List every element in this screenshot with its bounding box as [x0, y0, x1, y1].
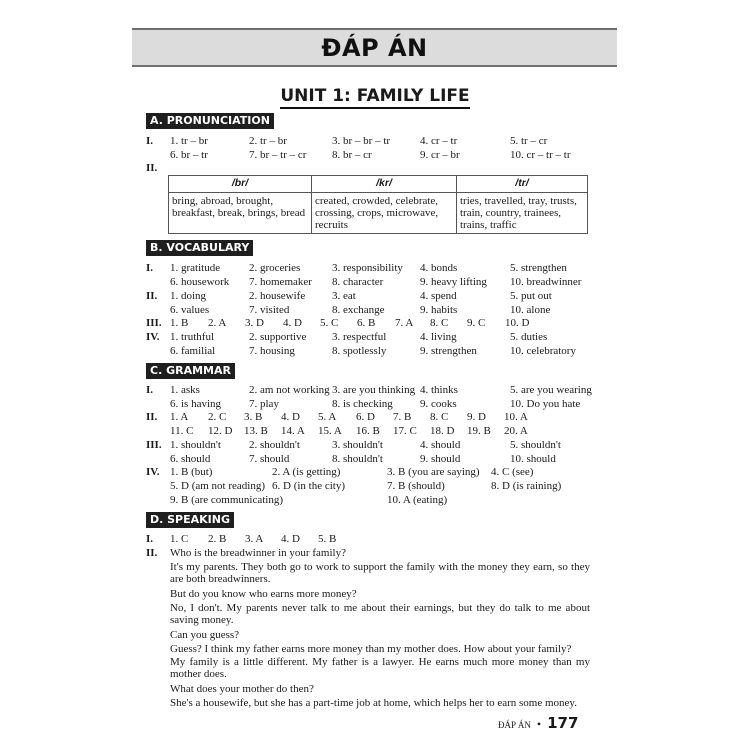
roman-numeral: II.	[146, 162, 158, 174]
answer-item: 8. shouldn't	[332, 453, 383, 465]
footer-label: ĐÁP ÁN	[498, 720, 531, 730]
answer-item: 2. B	[208, 533, 227, 545]
answer-item: 4. living	[420, 331, 457, 343]
table-cell-br: bring, abroad, brought, breakfast, break, brings, bread	[169, 193, 312, 234]
answer-item: 3. B (you are saying)	[387, 466, 480, 478]
section-grammar-label: C. GRAMMAR	[146, 363, 235, 379]
bullet-separator-icon: •	[536, 717, 542, 731]
roman-numeral: II.	[146, 290, 158, 302]
answer-item: 16. B	[356, 425, 380, 437]
dialogue-line: My family is a little different. My father is a lawyer. He earns much more money than my mother does.	[170, 656, 590, 680]
table-header-tr: /tr/	[457, 176, 588, 193]
answer-item: 1. C	[170, 533, 189, 545]
roman-numeral: IV.	[146, 331, 160, 343]
answer-item: 2. A	[208, 317, 227, 329]
answer-item: 7. B (should)	[387, 480, 445, 492]
answer-item: 6. br – tr	[170, 149, 208, 161]
answer-item: 6. D	[356, 411, 375, 423]
answer-item: 4. bonds	[420, 262, 458, 274]
answer-item: 11. C	[170, 425, 194, 437]
answer-item: 5. tr – cr	[510, 135, 548, 147]
roman-numeral: I.	[146, 262, 154, 274]
answer-item: 15. A	[318, 425, 342, 437]
answer-item: 9. cr – br	[420, 149, 460, 161]
answer-item: 4. D	[281, 533, 300, 545]
answer-item: 3. responsibility	[332, 262, 403, 274]
answer-item: 6. familial	[170, 345, 216, 357]
answer-item: 1. asks	[170, 384, 200, 396]
answer-item: 2. A (is getting)	[272, 466, 341, 478]
answer-item: 8. character	[332, 276, 384, 288]
page-title: ĐÁP ÁN	[321, 33, 428, 62]
answer-item: 8. D (is raining)	[491, 480, 562, 492]
answer-item: 10. celebratory	[510, 345, 576, 357]
dialogue-line: What does your mother do then?	[170, 683, 314, 695]
answer-item: 14. A	[281, 425, 305, 437]
answer-item: 3. br – br – tr	[332, 135, 391, 147]
roman-numeral: IV.	[146, 466, 160, 478]
roman-numeral: III.	[146, 317, 162, 329]
answer-item: 3. D	[245, 317, 264, 329]
table-header-br: /br/	[169, 176, 312, 193]
answer-item: 5. duties	[510, 331, 548, 343]
answer-item: 9. B (are communicating)	[170, 494, 284, 506]
answer-item: 8. C	[430, 317, 449, 329]
answer-item: 5. put out	[510, 290, 552, 302]
roman-numeral: II.	[146, 411, 158, 423]
answer-item: 6. should	[170, 453, 211, 465]
answer-item: 4. D	[281, 411, 300, 423]
answer-item: 5. A	[318, 411, 337, 423]
roman-numeral: I.	[146, 384, 154, 396]
answer-item: 9. habits	[420, 304, 458, 316]
answer-item: 7. should	[249, 453, 290, 465]
answer-item: 2. tr – br	[249, 135, 287, 147]
answer-item: 7. visited	[249, 304, 290, 316]
answer-item: 6. housework	[170, 276, 230, 288]
answer-item: 9. heavy lifting	[420, 276, 487, 288]
answer-item: 17. C	[393, 425, 417, 437]
dialogue-line: Can you guess?	[170, 629, 240, 641]
answer-item: 1. gratitude	[170, 262, 221, 274]
answer-item: 4. C (see)	[491, 466, 534, 478]
answer-item: 1. A	[170, 411, 189, 423]
answer-item: 1. B (but)	[170, 466, 213, 478]
answer-item: 4. cr – tr	[420, 135, 458, 147]
answer-item: 2. am not working	[249, 384, 330, 396]
answer-item: 2. groceries	[249, 262, 301, 274]
answer-item: 10. alone	[510, 304, 551, 316]
answer-item: 12. D	[208, 425, 233, 437]
answer-item: 4. should	[420, 439, 461, 451]
answer-item: 3. are you thinking	[332, 384, 416, 396]
answer-item: 19. B	[467, 425, 491, 437]
answer-item: 3. B	[244, 411, 263, 423]
answer-item: 8. spotlessly	[332, 345, 387, 357]
answer-item: 6. D (in the city)	[272, 480, 346, 492]
answer-item: 10. cr – tr – tr	[510, 149, 571, 161]
answer-item: 3. shouldn't	[332, 439, 383, 451]
answer-item: 2. C	[208, 411, 227, 423]
answer-item: 6. B	[357, 317, 376, 329]
answer-item: 10. A (eating)	[387, 494, 448, 506]
answer-item: 1. truthful	[170, 331, 214, 343]
dialogue-line: It's my parents. They both go to work to support the family with the money they earn, so they are both breadwinners.	[170, 561, 590, 585]
answer-item: 18. D	[430, 425, 455, 437]
answer-item: 7. br – tr – cr	[249, 149, 307, 161]
answer-item: 4. thinks	[420, 384, 458, 396]
answer-item: 2. supportive	[249, 331, 307, 343]
answer-item: 20. A	[504, 425, 528, 437]
page-number: 177	[547, 714, 579, 732]
answer-item: 10. should	[510, 453, 556, 465]
dialogue-line: No, I don't. My parents never talk to me about their earnings, but they do talk to me about saving money.	[170, 602, 590, 626]
unit-title	[0, 86, 750, 106]
answer-item: 4. spend	[420, 290, 457, 302]
answer-item: 10. A	[504, 411, 528, 423]
answer-item: 5. are you wearing	[510, 384, 592, 396]
dialogue-line: Who is the breadwinner in your family?	[170, 547, 346, 559]
answer-item: 1. B	[170, 317, 189, 329]
answer-item: 9. strengthen	[420, 345, 477, 357]
answer-item: 6. values	[170, 304, 210, 316]
answer-item: 10. D	[505, 317, 530, 329]
answer-item: 9. cooks	[420, 398, 457, 410]
answer-item: 9. D	[467, 411, 486, 423]
answer-item: 5. B	[318, 533, 337, 545]
answer-item: 7. B	[393, 411, 412, 423]
roman-numeral: III.	[146, 439, 162, 451]
answer-item: 1. tr – br	[170, 135, 208, 147]
answer-item: 3. respectful	[332, 331, 387, 343]
section-speaking-label: D. SPEAKING	[146, 512, 234, 528]
table-cell-kr: created, crowded, celebrate, crossing, crops, microwave, recruits	[312, 193, 457, 234]
dialogue-line: She's a housewife, but she has a part-time job at home, which helps her to earn some money.	[170, 697, 577, 709]
answer-item: 5. D (am not reading)	[170, 480, 265, 492]
answer-item: 9. C	[467, 317, 486, 329]
answer-item: 8. C	[430, 411, 449, 423]
page-footer	[498, 714, 578, 733]
answer-item: 8. exchange	[332, 304, 385, 316]
answer-item: 10. Do you hate	[510, 398, 581, 410]
section-vocabulary-label: B. VOCABULARY	[146, 240, 253, 256]
answer-item: 2. housewife	[249, 290, 306, 302]
answer-item: 7. play	[249, 398, 279, 410]
roman-numeral: II.	[146, 547, 158, 559]
answer-item: 3. eat	[332, 290, 356, 302]
answer-item: 6. is having	[170, 398, 222, 410]
roman-numeral: I.	[146, 135, 154, 147]
answer-item: 4. D	[283, 317, 302, 329]
answer-item: 2. shouldn't	[249, 439, 300, 451]
answer-item: 9. should	[420, 453, 461, 465]
unit-title-text: UNIT 1: FAMILY LIFE	[280, 86, 469, 109]
answer-item: 1. shouldn't	[170, 439, 221, 451]
answer-item: 5. C	[320, 317, 339, 329]
answer-item: 8. is checking	[332, 398, 393, 410]
table-cell-tr: tries, travelled, tray, trusts, train, country, trainees, trains, traffic	[457, 193, 588, 234]
dialogue-line: But do you know who earns more money?	[170, 588, 357, 600]
dialogue-line: Guess? I think my father earns more money than my mother does. How about your family?	[170, 643, 572, 655]
answer-item: 10. breadwinner	[510, 276, 582, 288]
answer-item: 8. br – cr	[332, 149, 372, 161]
header-banner	[132, 28, 617, 67]
answer-item: 5. shouldn't	[510, 439, 561, 451]
answer-item: 3. A	[245, 533, 264, 545]
answer-item: 7. housing	[249, 345, 295, 357]
sound-classification-table	[168, 175, 588, 234]
answer-item: 7. A	[395, 317, 414, 329]
section-pronunciation-label: A. PRONUNCIATION	[146, 113, 274, 129]
roman-numeral: I.	[146, 533, 154, 545]
answer-item: 13. B	[244, 425, 268, 437]
answer-item: 7. homemaker	[249, 276, 312, 288]
answer-item: 5. strengthen	[510, 262, 567, 274]
table-header-kr: /kr/	[312, 176, 457, 193]
answer-item: 1. doing	[170, 290, 207, 302]
